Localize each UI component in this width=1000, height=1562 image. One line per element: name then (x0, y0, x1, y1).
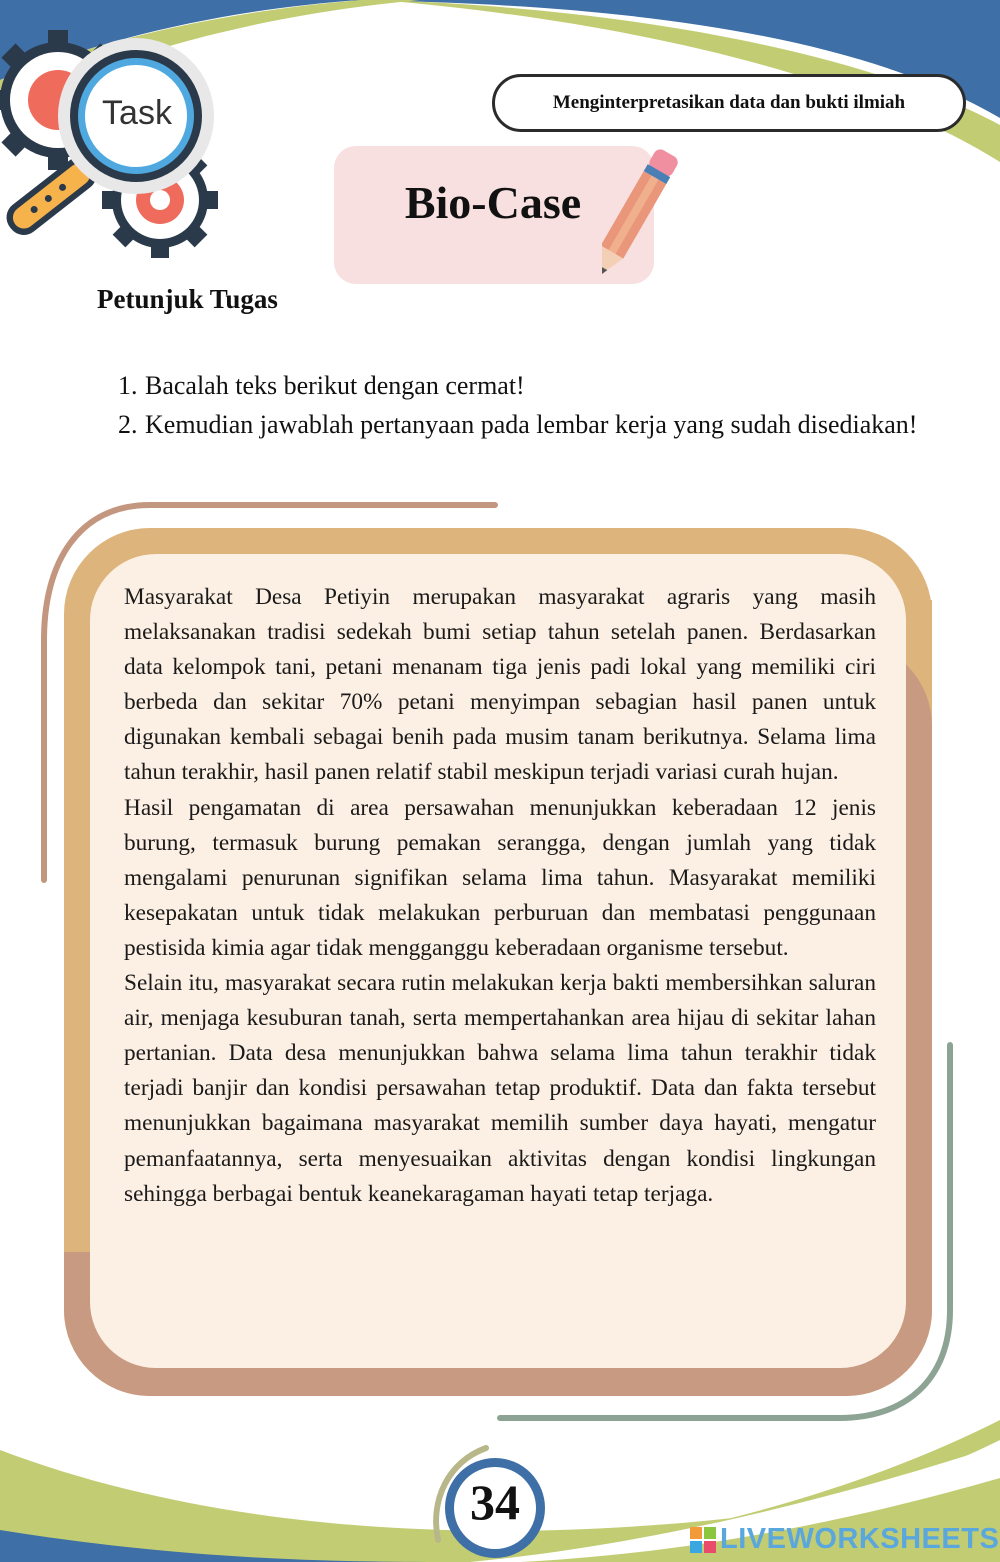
list-item (118, 366, 918, 405)
liveworksheets-logo-icon (690, 1527, 716, 1553)
card-border-right-upper (906, 600, 932, 636)
card-border-left-upper (64, 620, 90, 1252)
list-item-number: 1. (118, 371, 138, 400)
list-item (118, 405, 918, 444)
case-paragraph: Masyarakat Desa Petiyin merupakan masyarakat agraris yang masih melaksanakan tradisi sedekah bumi setiap tahun setelah panen. Berdasarkan data kelompok tani, petani menanam tiga jenis padi lokal yang memiliki ciri berbeda dan sekitar 70% petani menyimpan sebagian hasil panen untuk digunakan kembali sebagai benih pada musim tanam berikutnya. Selama lima tahun terakhir, hasil panen relatif stabil meskipun terjadi variasi curah hujan. (124, 584, 876, 786)
task-badge-label: Task (102, 94, 172, 132)
page-number: 34 (470, 1474, 520, 1530)
watermark: LIVEWORKSHEETS (720, 1523, 1000, 1555)
list-item-text: Bacalah teks berikut dengan cermat! (145, 371, 525, 400)
list-item-number: 2. (118, 410, 138, 439)
case-text-body (124, 580, 876, 1212)
list-item-text: Kemudian jawablah pertanyaan pada lembar kerja yang sudah disediakan! (145, 410, 918, 439)
topic-pill: Menginterpretasikan data dan bukti ilmiah (492, 74, 966, 132)
pencil-icon (602, 142, 702, 282)
instructions-list (118, 366, 918, 444)
case-paragraph: Selain itu, masyarakat secara rutin melakukan kerja bakti membersihkan saluran air, menjaga kesuburan tanah, serta mempertahankan area hijau di sekitar lahan pertanian. Data desa menunjukkan bahwa selama lima tahun terakhir tidak terjadi banjir dan kondisi persawahan tetap produktif. Data dan fakta tersebut menunjukkan bagaimana masyarakat memilih sumber daya hayati, mengatur pemanfaatannya, serta menyesuaikan aktivitas dengan kondisi lingkungan sehingga berbagai bentuk keanekaragaman hayati tetap terjaga. (124, 970, 876, 1207)
instructions-heading: Petunjuk Tugas (97, 284, 278, 314)
magnifier-gear-icon (0, 18, 232, 258)
case-paragraph: Hasil pengamatan di area persawahan menunjukkan keberadaan 12 jenis burung, termasuk burung pemakan serangga, dengan jumlah yang tidak mengalami penurunan signifikan selama lima tahun. Masyarakat memiliki kesepakatan untuk tidak melakukan perburuan dan membatasi penggunaan pestisida kimia agar tidak mengganggu keberadaan organisme tersebut. (124, 794, 876, 961)
page-title: Bio-Case (404, 177, 582, 228)
